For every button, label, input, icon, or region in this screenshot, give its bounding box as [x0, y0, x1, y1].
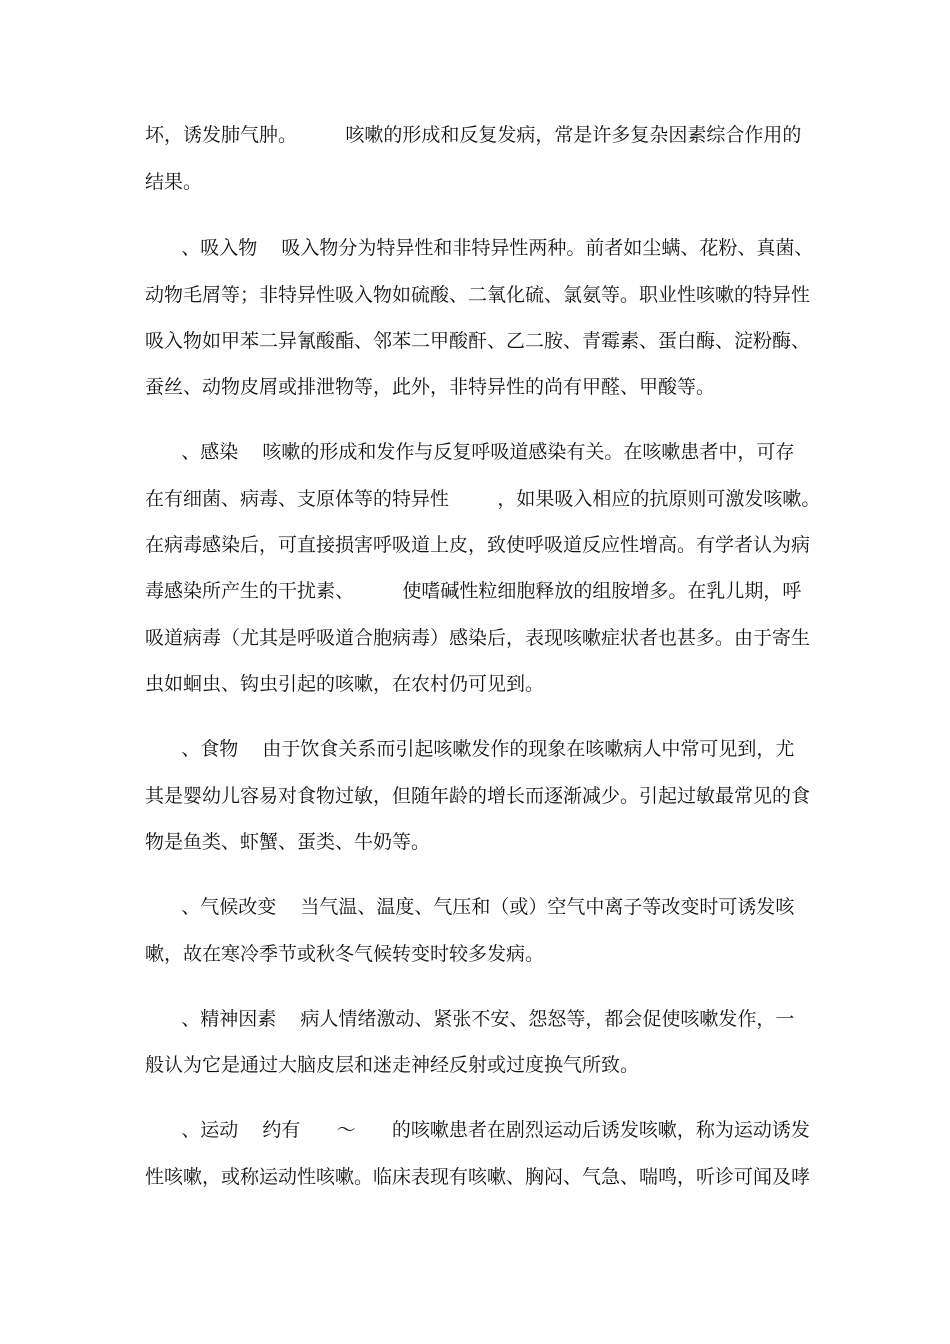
text-line: 其是婴幼儿容易对食物过敏，但随年龄的增长而逐渐减少。引起过敏最常见的食 — [145, 785, 811, 807]
text-line: 性咳嗽，或称运动性咳嗽。临床表现有咳嗽、胸闷、气急、喘鸣，听诊可闻及哮 — [145, 1166, 811, 1188]
text-line: 、食物 由于饮食关系而引起咳嗽发作的现象在咳嗽病人中常可见到，尤 — [145, 738, 795, 760]
text-line: 毒感染所产生的干扰素、 使嗜碱性粒细胞释放的组胺增多。在乳儿期，呼 — [145, 580, 802, 602]
text-line: 、感染 咳嗽的形成和发作与反复呼吸道感染有关。在咳嗽患者中，可存 — [145, 441, 795, 463]
text-line: 、运动 约有 ～ 的咳嗽患者在剧烈运动后诱发咳嗽，称为运动诱发 — [145, 1119, 810, 1141]
text-line: 、精神因素 病人情绪激动、紧张不安、怨怒等，都会促使咳嗽发作，一 — [145, 1008, 795, 1030]
text-line: 虫如蛔虫、钩虫引起的咳嗽，在农村仍可见到。 — [145, 673, 545, 695]
text-line: 、吸入物 吸入物分为特异性和非特异性两种。前者如尘螨、花粉、真菌、 — [145, 237, 814, 259]
text-line: 蚕丝、动物皮屑或排泄物等，此外，非特异性的尚有甲醛、甲酸等。 — [145, 376, 716, 398]
text-line: 嗽，故在寒冷季节或秋冬气候转变时较多发病。 — [145, 943, 545, 965]
text-line: 、气候改变 当气温、温度、气压和（或）空气中离子等改变时可诱发咳 — [145, 896, 795, 918]
text-line: 坏，诱发肺气肿。 咳嗽的形成和反复发病，常是许多复杂因素综合作用的 — [145, 124, 802, 146]
text-line: 结果。 — [145, 171, 203, 193]
text-line: 在有细菌、病毒、支原体等的特异性 ，如果吸入相应的抗原则可激发咳嗽。 — [145, 488, 821, 510]
text-line: 物是鱼类、虾蟹、蛋类、牛奶等。 — [145, 831, 431, 853]
text-line: 在病毒感染后，可直接损害呼吸道上皮，致使呼吸道反应性增高。有学者认为病 — [145, 534, 811, 556]
text-line: 吸道病毒（尤其是呼吸道合胞病毒）感染后，表现咳嗽症状者也甚多。由于寄生 — [145, 627, 811, 649]
text-line: 吸入物如甲苯二异氰酸酯、邻苯二甲酸酐、乙二胺、青霉素、蛋白酶、淀粉酶、 — [145, 330, 811, 352]
text-line: 般认为它是通过大脑皮层和迷走神经反射或过度换气所致。 — [145, 1054, 640, 1076]
text-line: 动物毛屑等；非特异性吸入物如硫酸、二氧化硫、氯氨等。职业性咳嗽的特异性 — [145, 284, 811, 306]
